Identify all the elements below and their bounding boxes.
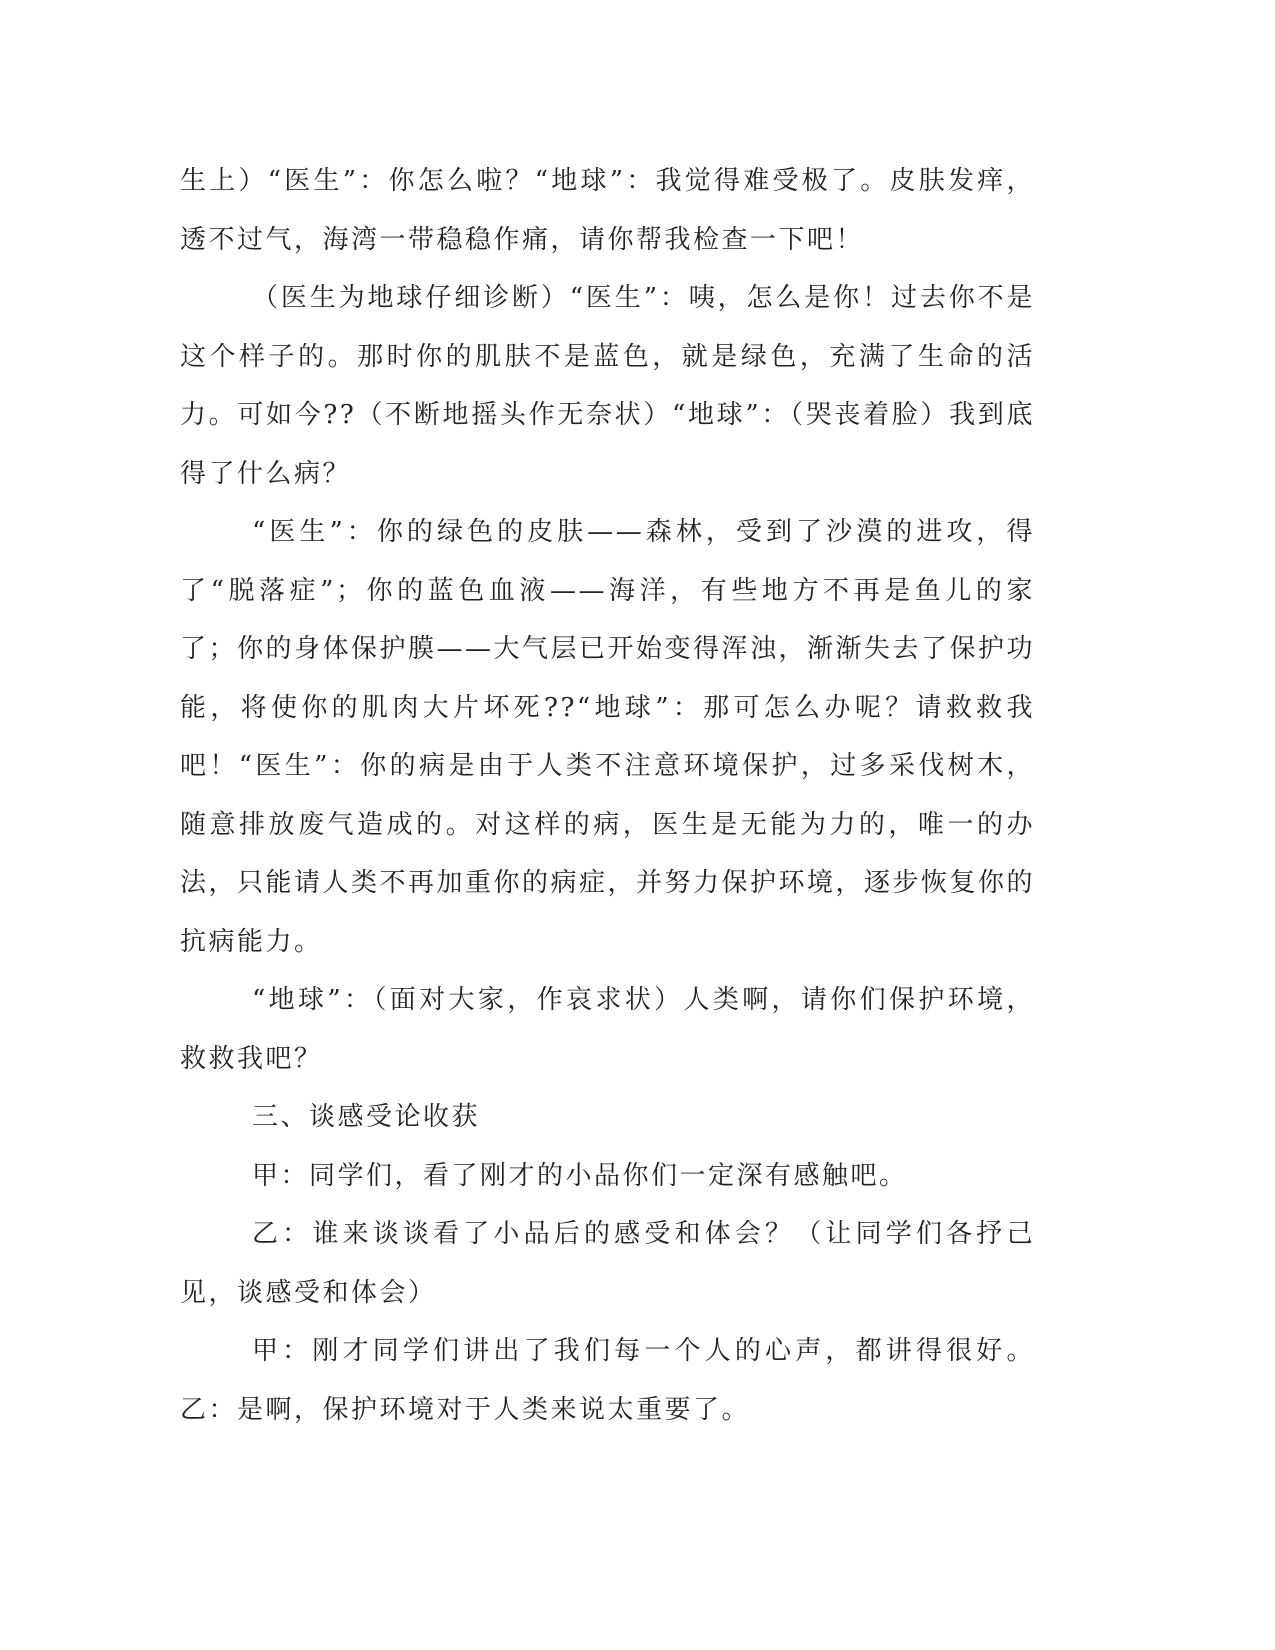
paragraph-3: “医生”：你的绿色的皮肤——森林，受到了沙漠的进攻，得了“脱落症”；你的蓝色血液——海洋，有些地方不再是鱼儿的家了；你的身体保护膜——大气层已开始变得浑浊，渐渐失去了保护功能，将使你的肌肉大片坏死??“地球”：那可怎么办呢？请救救我吧！“医生”：你的病是由于人类不注意环境保护，过多采伐树木，随意排放废气造成的。对这样的病，医生是无能为力的，唯一的办法，只能请人类不再加重你的病症，并努力保护环境，逐步恢复你的抗病能力。 [180, 517, 1036, 957]
document-body [180, 152, 1035, 1439]
paragraph-1: 生上）“医生”：你怎么啦？“地球”：我觉得难受极了。皮肤发痒，透不过气，海湾一带稳稳作痛，请你帮我检查一下吧！ [180, 166, 1035, 255]
paragraph-2: （医生为地球仔细诊断）“医生”：咦，怎么是你！过去你不是这个样子的。那时你的肌肤不是蓝色，就是绿色，充满了生命的活力。可如今??（不断地摇头作无奈状）“地球”：（哭丧着脸）我到底得了什么病？ [180, 283, 1035, 489]
paragraph-6: 乙：谁来谈谈看了小品后的感受和体会？（让同学们各抒己见，谈感受和体会） [180, 1219, 1035, 1308]
paragraph-5: 甲：同学们，看了刚才的小品你们一定深有感触吧。 [252, 1160, 908, 1191]
paragraph-7: 甲：刚才同学们讲出了我们每一个人的心声，都讲得很好。乙：是啊，保护环境对于人类来说太重要了。 [180, 1336, 1035, 1425]
section-heading: 三、谈感受论收获 [252, 1102, 481, 1132]
paragraph-4: “地球”：（面对大家，作哀求状）人类啊，请你们保护环境，救救我吧？ [180, 985, 1035, 1074]
